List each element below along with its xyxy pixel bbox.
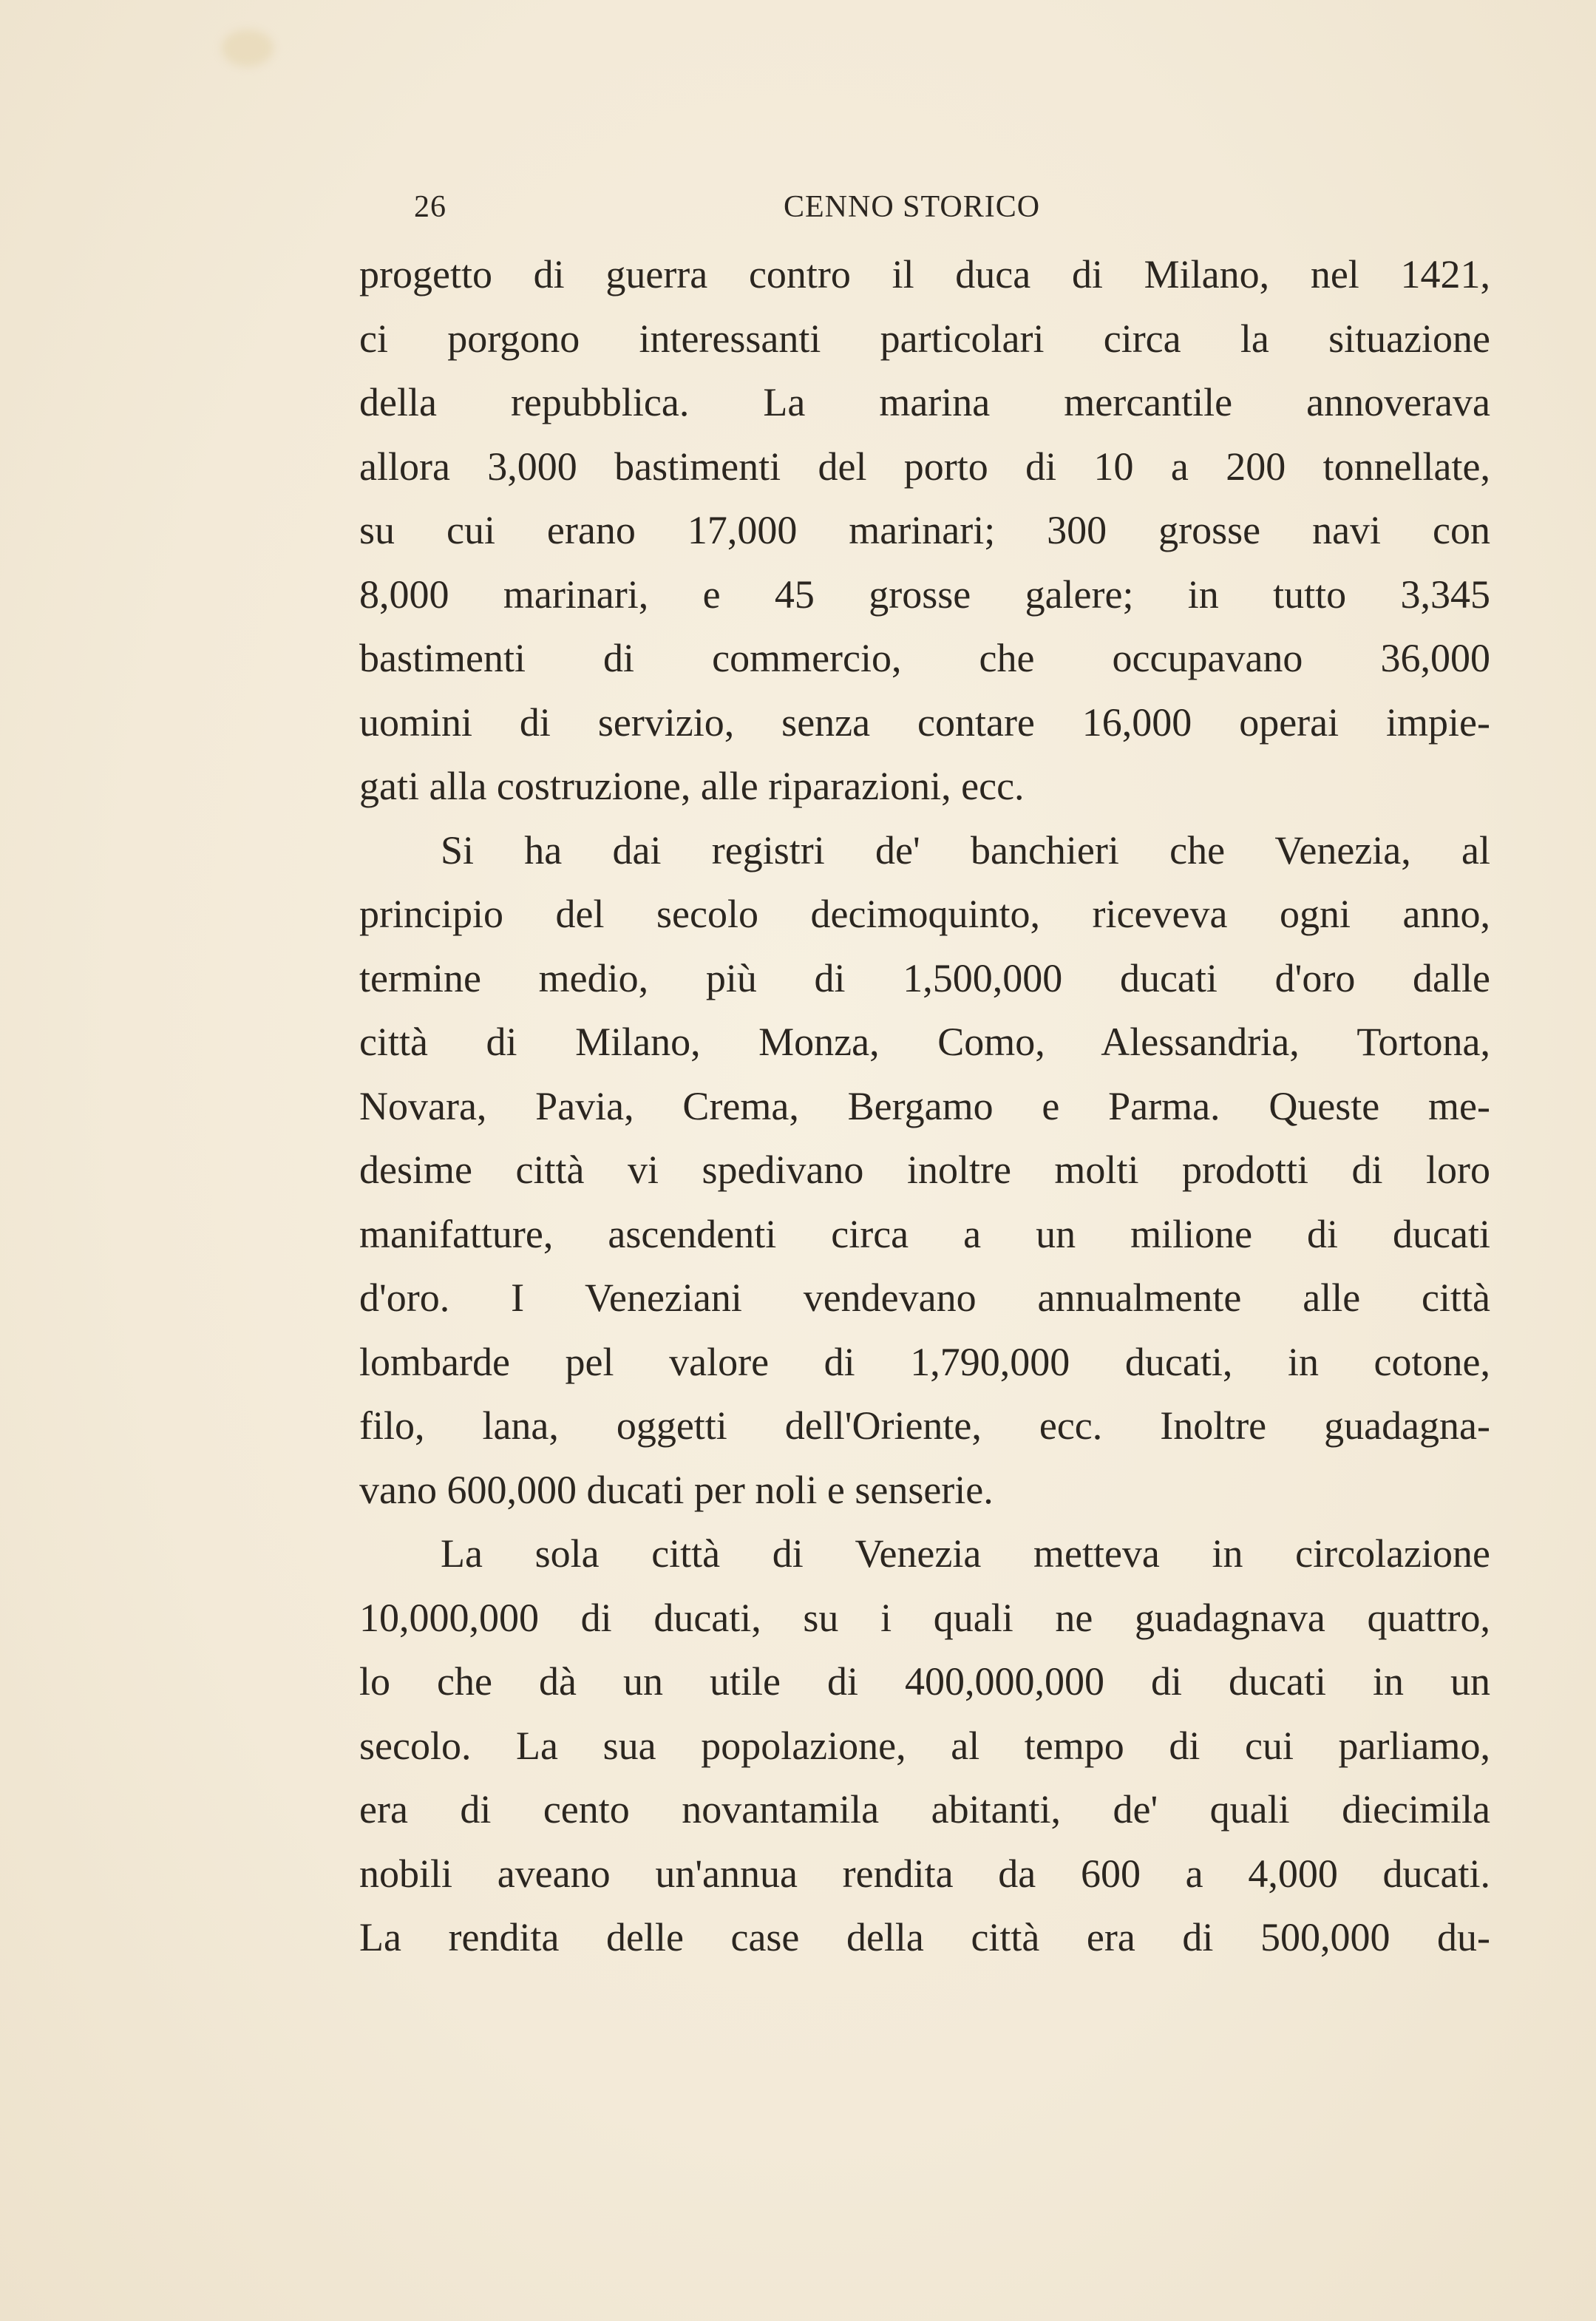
text-line: ci porgono interessanti particolari circa la situazione <box>359 316 1490 361</box>
text-line: uomini di servizio, senza contare 16,000 operai impie- <box>359 699 1490 745</box>
text-line: La rendita delle case della città era di 500,000 du- <box>359 1915 1490 1959</box>
text-line: lo che dà un utile di 400,000,000 di ducati in un <box>359 1659 1490 1704</box>
text-line: Novara, Pavia, Crema, Bergamo e Parma. Queste me- <box>359 1083 1490 1128</box>
text-line: lombarde pel valore di 1,790,000 ducati, in cotone, <box>359 1339 1490 1384</box>
text-line: nobili aveano un'annua rendita da 600 a 4,000 ducati. <box>359 1851 1490 1896</box>
text-line: 8,000 marinari, e 45 grosse galere; in tutto 3,345 <box>359 572 1490 617</box>
paragraph-start-line: Si ha dai registri de' banchieri che Venezia, al <box>441 827 1490 873</box>
text-line: era di cento novantamila abitanti, de' quali diecimila <box>359 1787 1490 1832</box>
text-line: d'oro. I Veneziani vendevano annualmente alle città <box>359 1275 1490 1320</box>
text-line: bastimenti di commercio, che occupavano 36,000 <box>359 636 1490 680</box>
text-line: filo, lana, oggetti dell'Oriente, ecc. Inoltre guadagna- <box>359 1403 1490 1448</box>
text-line: gati alla costruzione, alle riparazioni, ecc. <box>359 764 1025 808</box>
text-line: città di Milano, Monza, Como, Alessandria, Tortona, <box>359 1020 1490 1064</box>
text-line: desime città vi spedivano inoltre molti prodotti di loro <box>359 1148 1490 1192</box>
paper-stain <box>222 30 274 67</box>
text-line: su cui erano 17,000 marinari; 300 grosse navi con <box>359 508 1490 552</box>
text-line: secolo. La sua popolazione, al tempo di cui parliamo, <box>359 1723 1490 1768</box>
text-line: manifatture, ascendenti circa a un milione di ducati <box>359 1211 1490 1256</box>
text-line: allora 3,000 bastimenti del porto di 10 a 200 tonnellate, <box>359 444 1490 489</box>
page-number: 26 <box>414 190 446 224</box>
page-header <box>414 189 1493 234</box>
text-line: 10,000,000 di ducati, su i quali ne guadagnava quattro, <box>359 1595 1490 1640</box>
text-line: progetto di guerra contro il duca di Milano, nel 1421, <box>359 252 1490 297</box>
text-line: vano 600,000 ducati per noli e senserie. <box>359 1467 994 1512</box>
body-text <box>359 243 1490 1970</box>
paragraph-start-line: La sola città di Venezia metteva in circolazione <box>441 1531 1490 1576</box>
text-line: principio del secolo decimoquinto, riceveva ogni anno, <box>359 892 1490 936</box>
running-head: CENNO STORICO <box>784 190 1041 224</box>
text-line: termine medio, più di 1,500,000 ducati d'oro dalle <box>359 955 1490 1000</box>
text-line: della repubblica. La marina mercantile annoverava <box>359 380 1490 424</box>
